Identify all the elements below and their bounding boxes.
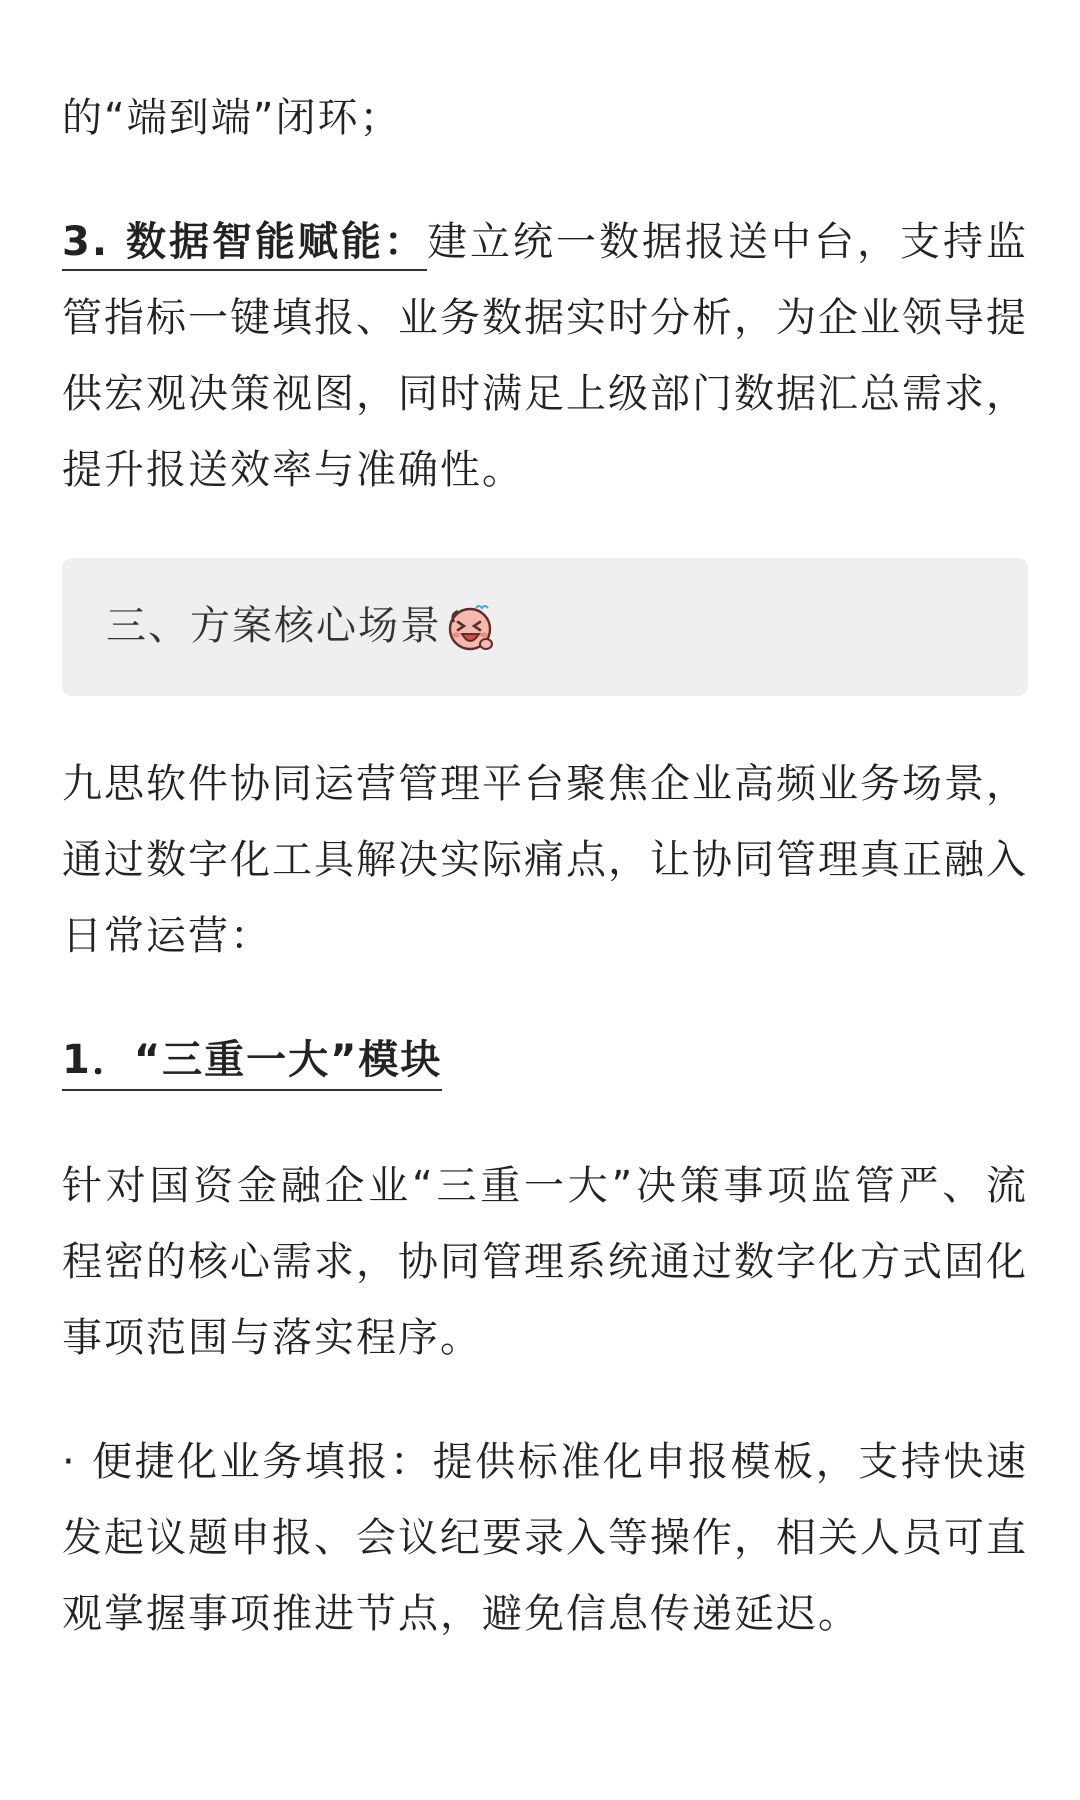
point-3-body: 建立统一数据报送中台，支持监管指标一键填报、业务数据实时分析，为企业领导提供宏观决策视图，同时满足上级部门数据汇总需求，提升报送效率与准确性。 <box>62 219 1029 493</box>
laughing-face-sticker-icon <box>446 601 494 651</box>
module-heading <box>62 1022 442 1098</box>
paragraph-continuation: 的“端到端”闭环； <box>62 95 402 141</box>
paragraph-bullet-filing: · 便捷化业务填报：提供标准化申报模板，支持快速发起议题申报、会议纪要录入等操作，相关人员可直观掌握事项推进节点，避免信息传递延迟。 <box>62 1439 1028 1637</box>
section-header <box>106 588 494 664</box>
point-3-heading: 3. 数据智能赋能： <box>62 219 427 271</box>
paragraph-data-enablement <box>62 204 1028 508</box>
module-heading-text: 1．“三重一大”模块 <box>62 1037 442 1091</box>
section-header-box <box>62 558 1028 696</box>
section-title: 三、方案核心场景 <box>106 603 442 649</box>
paragraph-intro: 九思软件协同运营管理平台聚焦企业高频业务场景，通过数字化工具解决实际痛点，让协同管理真正融入日常运营： <box>62 761 1028 959</box>
paragraph-module-description: 针对国资金融企业“三重一大”决策事项监管严、流程密的核心需求，协同管理系统通过数字化方式固化事项范围与落实程序。 <box>62 1163 1028 1361</box>
